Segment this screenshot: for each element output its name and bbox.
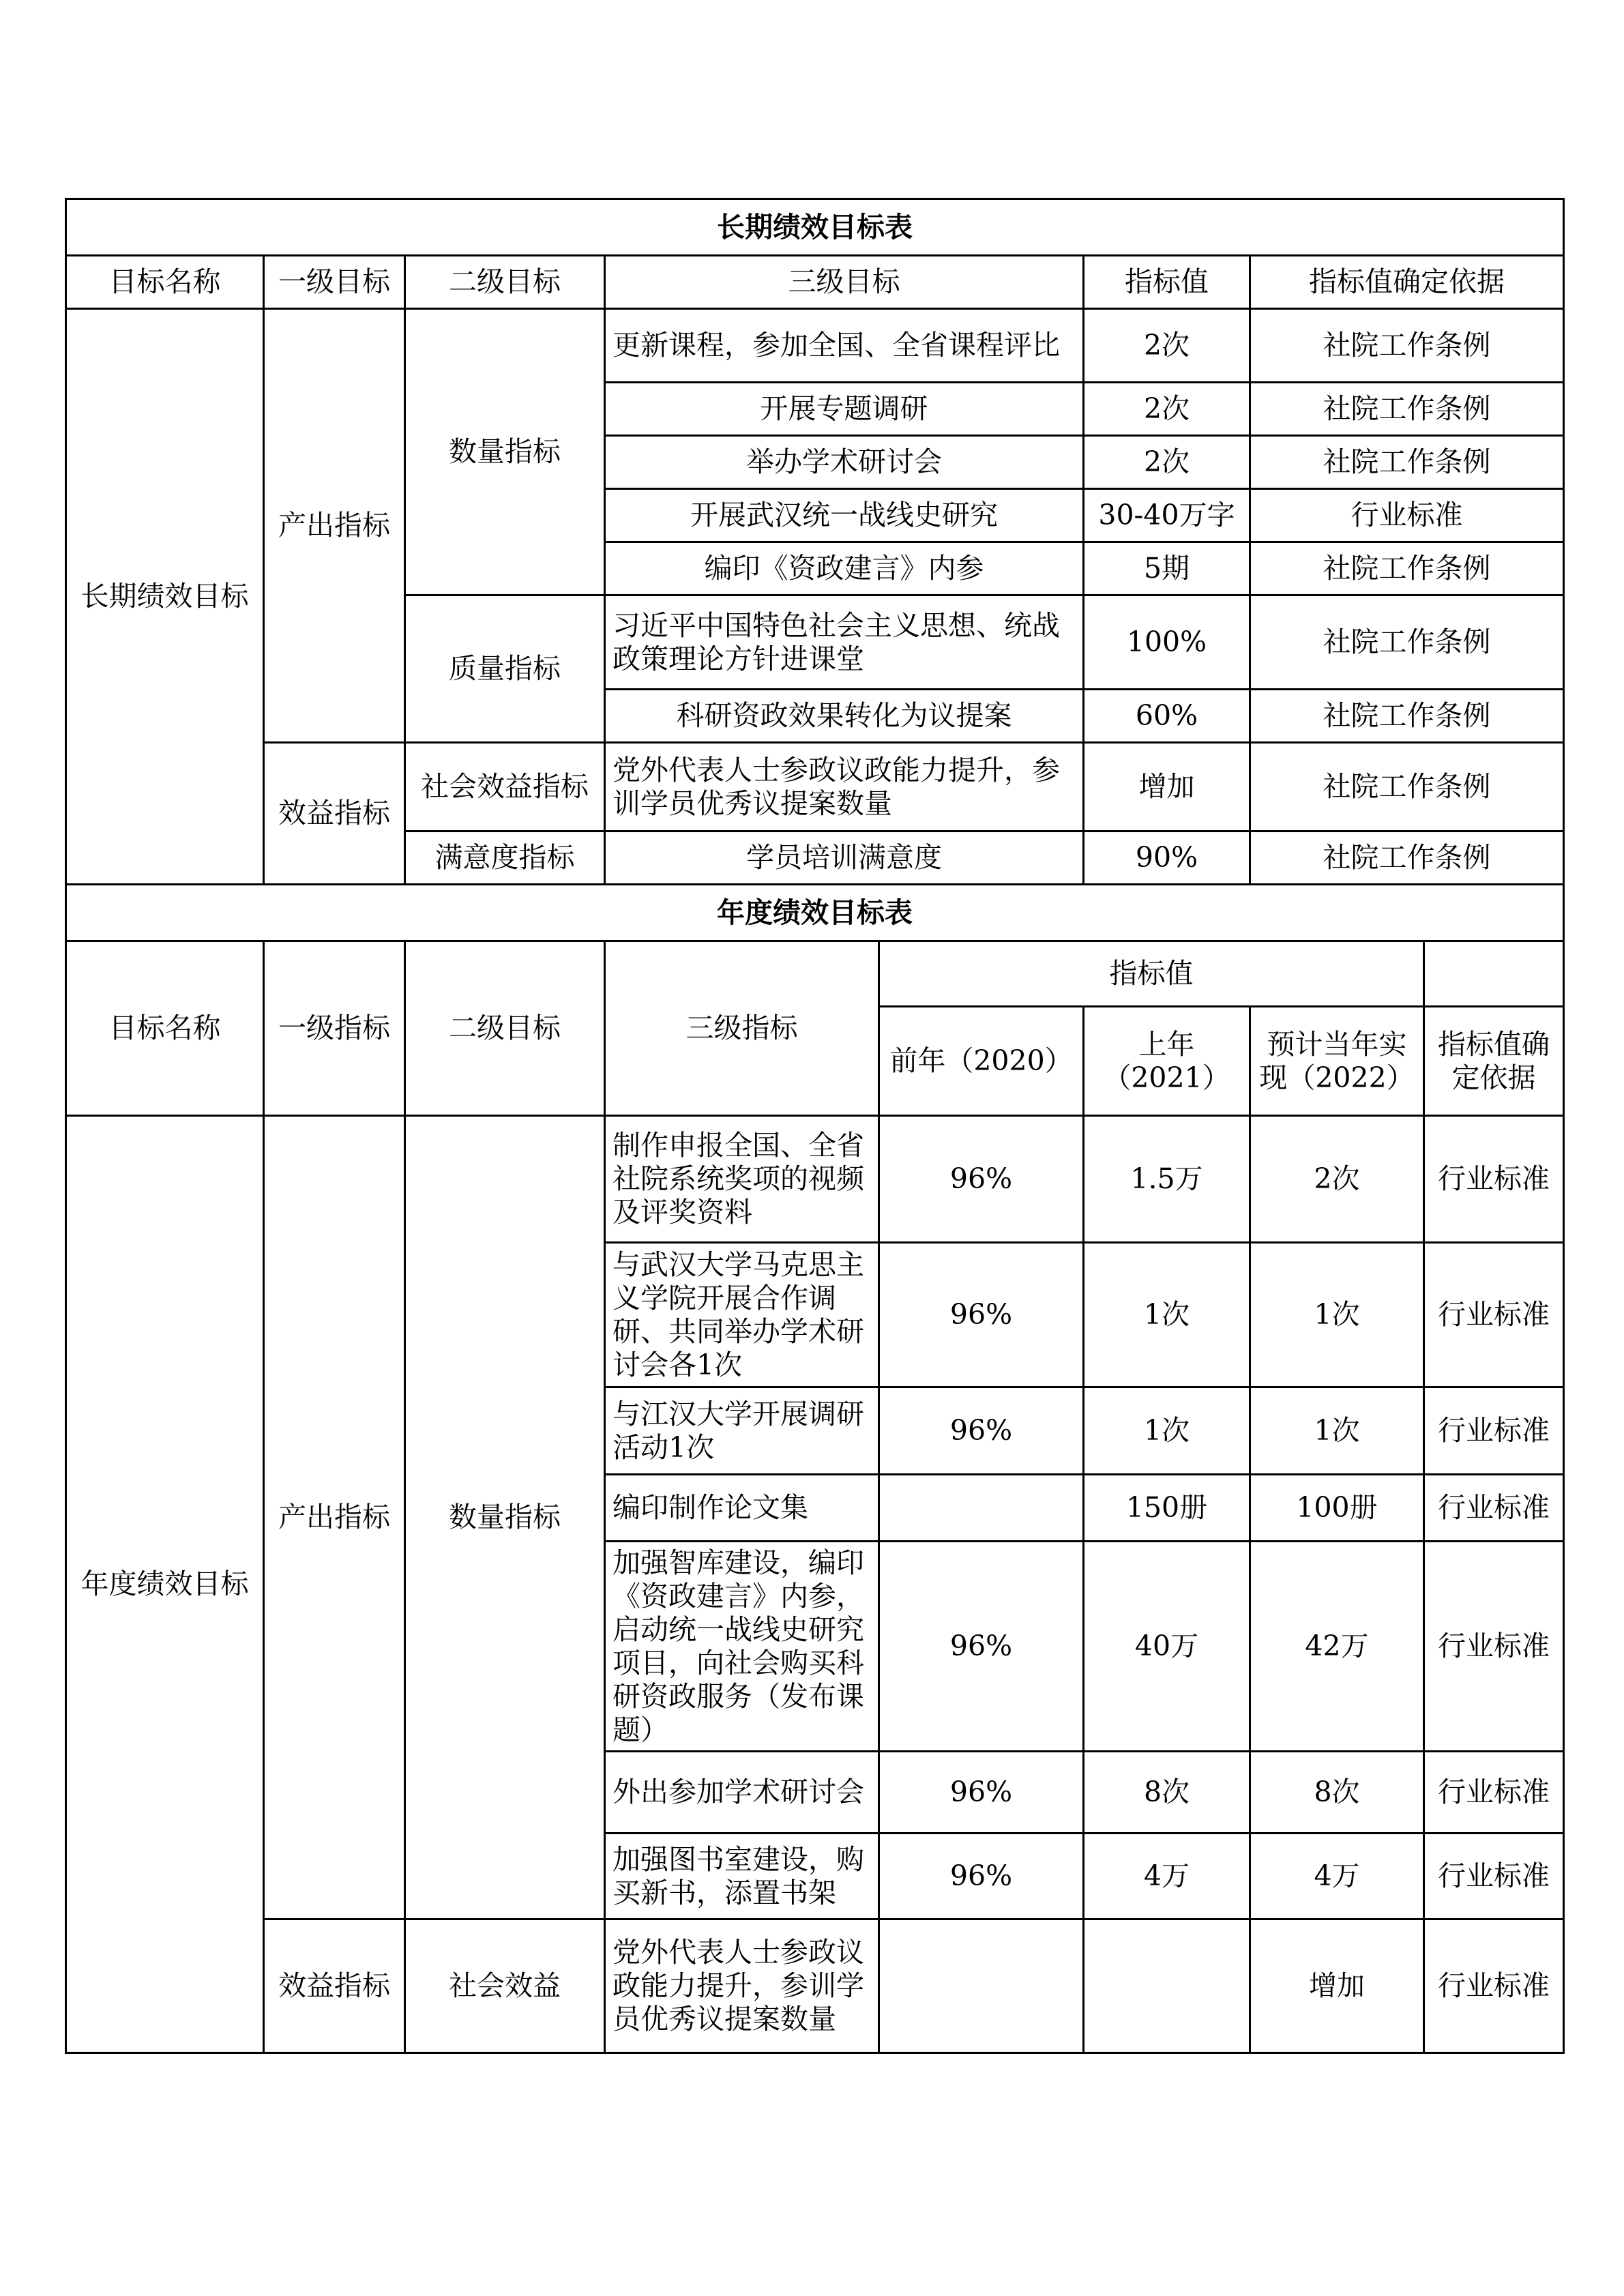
table-row-basis: 社院工作条例: [1250, 309, 1564, 383]
table-row-basis: 行业标准: [1424, 1919, 1564, 2053]
table-row-basis: 行业标准: [1424, 1475, 1564, 1542]
table-row-item: 与武汉大学马克思主义学院开展合作调研、共同举办学术研讨会各1次: [605, 1243, 879, 1387]
annual-level1-benefit: 效益指标: [264, 1919, 405, 2053]
long-term-goal-name: 长期绩效目标: [66, 309, 264, 885]
table-row-last: 4万: [1084, 1834, 1250, 1919]
level2-quality: 质量指标: [405, 595, 605, 743]
level2-satisfaction: 满意度指标: [405, 831, 605, 885]
annual-level1-output: 产出指标: [264, 1116, 405, 1919]
table-row-this: 增加: [1250, 1919, 1424, 2053]
table-row-this: 4万: [1250, 1834, 1424, 1919]
table-row-item: 加强图书室建设，购买新书，添置书架: [605, 1834, 879, 1919]
table-row-item: 开展专题调研: [605, 383, 1084, 436]
table-row-basis: 行业标准: [1424, 1542, 1564, 1752]
table-row-basis: 社院工作条例: [1250, 690, 1564, 743]
table-row-basis: 行业标准: [1424, 1243, 1564, 1387]
table-row-item: 学员培训满意度: [605, 831, 1084, 885]
level2-social-benefit: 社会效益指标: [405, 743, 605, 831]
header-level1: 一级目标: [264, 256, 405, 309]
header-basis: 指标值确定依据: [1250, 256, 1564, 309]
table-row-this: 8次: [1250, 1752, 1424, 1834]
table-row-item: 党外代表人士参政议政能力提升，参训学员优秀议提案数量: [605, 743, 1084, 831]
table-row-prev: 96%: [879, 1834, 1084, 1919]
table-row-prev: 96%: [879, 1752, 1084, 1834]
table-row-basis: 行业标准: [1424, 1116, 1564, 1243]
table-row-item: 举办学术研讨会: [605, 436, 1084, 489]
table-row-this: 2次: [1250, 1116, 1424, 1243]
table-row-last: 150册: [1084, 1475, 1250, 1542]
table-row-item: 党外代表人士参政议政能力提升，参训学员优秀议提案数量: [605, 1919, 879, 2053]
table-row-value: 60%: [1084, 690, 1250, 743]
table-row-last: 1次: [1084, 1387, 1250, 1475]
table-row-basis: 社院工作条例: [1250, 743, 1564, 831]
long-term-table-title: 长期绩效目标表: [66, 199, 1564, 256]
table-row-item: 外出参加学术研讨会: [605, 1752, 879, 1834]
table-row-basis: 行业标准: [1424, 1387, 1564, 1475]
annual-header-this-year: 预计当年实现（2022）: [1250, 1007, 1424, 1116]
table-row-prev: 96%: [879, 1243, 1084, 1387]
table-row-basis: 社院工作条例: [1250, 831, 1564, 885]
table-row-last: 8次: [1084, 1752, 1250, 1834]
table-row-value: 2次: [1084, 436, 1250, 489]
table-row-this: 42万: [1250, 1542, 1424, 1752]
annual-header-value-group: 指标值: [879, 941, 1424, 1007]
table-row-item: 更新课程，参加全国、全省课程评比: [605, 309, 1084, 383]
table-row-basis: 社院工作条例: [1250, 542, 1564, 595]
table-row-value: 2次: [1084, 309, 1250, 383]
annual-header-last-year: 上年（2021）: [1084, 1007, 1250, 1116]
level2-quantity: 数量指标: [405, 309, 605, 595]
table-row-value: 90%: [1084, 831, 1250, 885]
table-row-prev: [879, 1475, 1084, 1542]
table-row-value: 100%: [1084, 595, 1250, 690]
header-level3: 三级目标: [605, 256, 1084, 309]
table-row-item: 编印制作论文集: [605, 1475, 879, 1542]
annual-level2-quantity: 数量指标: [405, 1116, 605, 1919]
table-row-value: 5期: [1084, 542, 1250, 595]
table-row-basis: 社院工作条例: [1250, 595, 1564, 690]
table-row-prev: 96%: [879, 1387, 1084, 1475]
table-row-item: 开展武汉统一战线史研究: [605, 489, 1084, 542]
annual-header-level2: 二级目标: [405, 941, 605, 1116]
table-row-value: 30-40万字: [1084, 489, 1250, 542]
table-row-last: [1084, 1919, 1250, 2053]
table-row-item: 加强智库建设，编印《资政建言》内参，启动统一战线史研究项目，向社会购买科研资政服务（发布课题）: [605, 1542, 879, 1752]
level1-output: 产出指标: [264, 309, 405, 743]
annual-goal-name: 年度绩效目标: [66, 1116, 264, 2053]
performance-goal-table: [65, 198, 1565, 2054]
table-row-this: 1次: [1250, 1243, 1424, 1387]
table-row-prev: 96%: [879, 1542, 1084, 1752]
table-row-this: 1次: [1250, 1387, 1424, 1475]
table-row-item: 习近平中国特色社会主义思想、统战政策理论方针进课堂: [605, 595, 1084, 690]
level1-benefit: 效益指标: [264, 743, 405, 885]
annual-header-goal-name: 目标名称: [66, 941, 264, 1116]
table-row-basis: 社院工作条例: [1250, 436, 1564, 489]
annual-level2-social-benefit: 社会效益: [405, 1919, 605, 2053]
table-row-basis: 行业标准: [1250, 489, 1564, 542]
table-row-basis: 社院工作条例: [1250, 383, 1564, 436]
table-row-item: 编印《资政建言》内参: [605, 542, 1084, 595]
table-row-last: 40万: [1084, 1542, 1250, 1752]
annual-header-level3: 三级指标: [605, 941, 879, 1116]
table-row-this: 100册: [1250, 1475, 1424, 1542]
table-row-item: 科研资政效果转化为议提案: [605, 690, 1084, 743]
table-row-value: 增加: [1084, 743, 1250, 831]
table-row-value: 2次: [1084, 383, 1250, 436]
table-row-last: 1次: [1084, 1243, 1250, 1387]
annual-header-basis: 指标值确定依据: [1424, 1007, 1564, 1116]
table-row-prev: 96%: [879, 1116, 1084, 1243]
annual-header-level1: 一级指标: [264, 941, 405, 1116]
annual-table-title: 年度绩效目标表: [66, 885, 1564, 941]
table-row-prev: [879, 1919, 1084, 2053]
header-value: 指标值: [1084, 256, 1250, 309]
table-row-basis: 行业标准: [1424, 1834, 1564, 1919]
table-row-last: 1.5万: [1084, 1116, 1250, 1243]
header-goal-name: 目标名称: [66, 256, 264, 309]
table-row-basis: 行业标准: [1424, 1752, 1564, 1834]
table-row-item: 与江汉大学开展调研活动1次: [605, 1387, 879, 1475]
table-row-item: 制作申报全国、全省社院系统奖项的视频及评奖资料: [605, 1116, 879, 1243]
annual-header-prev-year: 前年（2020）: [879, 1007, 1084, 1116]
header-level2: 二级目标: [405, 256, 605, 309]
header-empty-cell: [1424, 941, 1564, 1007]
